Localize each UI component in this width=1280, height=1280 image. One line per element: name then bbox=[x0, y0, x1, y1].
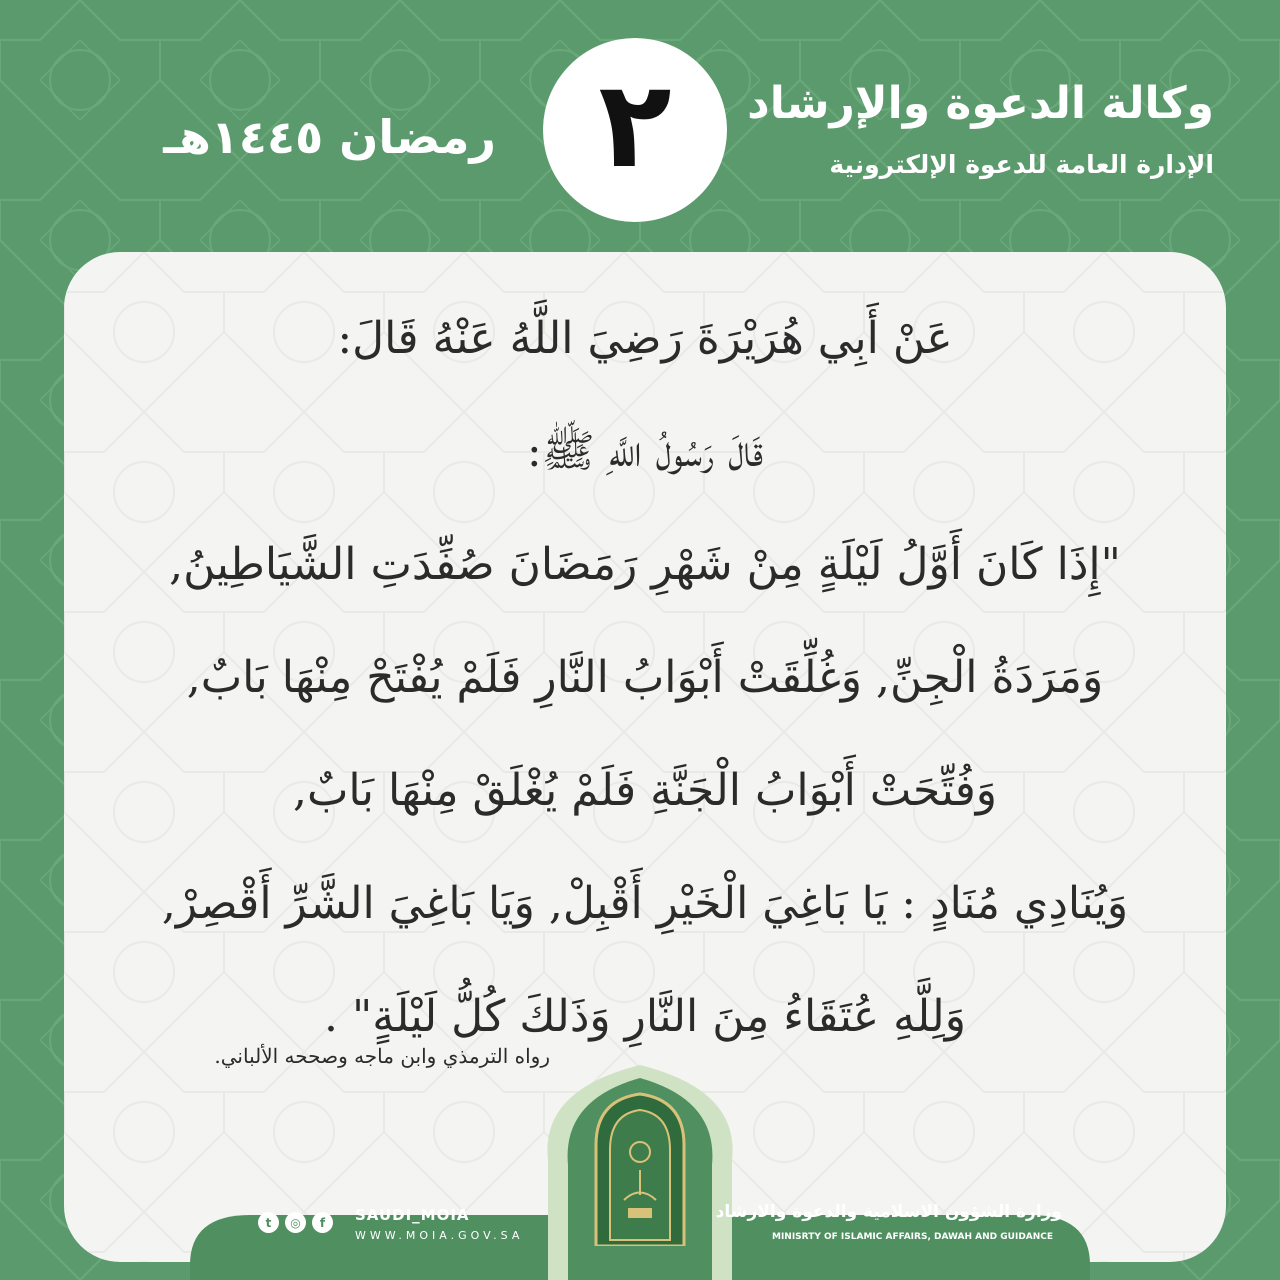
agency-title: وكالة الدعوة والإرشاد bbox=[747, 78, 1214, 129]
hadith-line: "إِذَا كَانَ أَوَّلُ لَيْلَةٍ مِنْ شَهْرِ رَمَضَانَ صُفِّدَتِ الشَّيَاطِينُ, bbox=[169, 539, 1121, 590]
hadith-line: وَلِلَّهِ عُتَقَاءُ مِنَ النَّارِ وَذَلكَ كُلُّ لَيْلَةٍ" . bbox=[324, 991, 966, 1042]
social-icons bbox=[258, 1212, 333, 1233]
hadith-line: قَالَ رَسُولُ اللَّهِ ﷺ: bbox=[526, 426, 764, 477]
day-badge bbox=[543, 38, 727, 222]
hadith-line: وَيُنَادِي مُنَادٍ : يَا بَاغِيَ الْخَيْرِ أَقْبِلْ, وَيَا بَاغِيَ الشَّرِّ أَقْصِرْ, bbox=[161, 878, 1129, 929]
instagram-icon[interactable]: ◎ bbox=[285, 1212, 306, 1233]
agency-subtitle: الإدارة العامة للدعوة الإلكترونية bbox=[829, 150, 1214, 179]
hadith-text bbox=[64, 282, 1226, 1073]
hadith-line: وَمَرَدَةُ الْجِنِّ, وَغُلِّقَتْ أَبْوَابُ النَّارِ فَلَمْ يُفْتَحْ مِنْهَا بَابٌ, bbox=[186, 652, 1104, 703]
hadith-source: رواه الترمذي وابن ماجه وصححه الألباني. bbox=[214, 1044, 550, 1068]
ministry-emblem bbox=[588, 1090, 692, 1246]
ramadan-date: رمضان ١٤٤٥هـ bbox=[163, 110, 496, 164]
twitter-icon[interactable]: t bbox=[258, 1212, 279, 1233]
ministry-name-ar: وزارة الشؤون الاسلامية والدعوة والارشاد bbox=[715, 1202, 1062, 1222]
facebook-icon[interactable]: f bbox=[312, 1212, 333, 1233]
hadith-line: وَفُتِّحَتْ أَبْوَابُ الْجَنَّةِ فَلَمْ يُغْلَقْ مِنْهَا بَابٌ, bbox=[292, 765, 998, 816]
hadith-line: عَنْ أَبِي هُرَيْرَةَ رَضِيَ اللَّهُ عَنْهُ قَالَ: bbox=[337, 313, 953, 364]
social-handle[interactable]: SAUDI_MOIA bbox=[355, 1206, 470, 1224]
ministry-name-en: MINISRTY OF ISLAMIC AFFAIRS, DAWAH AND GUIDANCE bbox=[772, 1232, 1054, 1242]
day-number: ٢ bbox=[598, 56, 672, 195]
website-link[interactable]: WWW.MOIA.GOV.SA bbox=[355, 1229, 524, 1242]
